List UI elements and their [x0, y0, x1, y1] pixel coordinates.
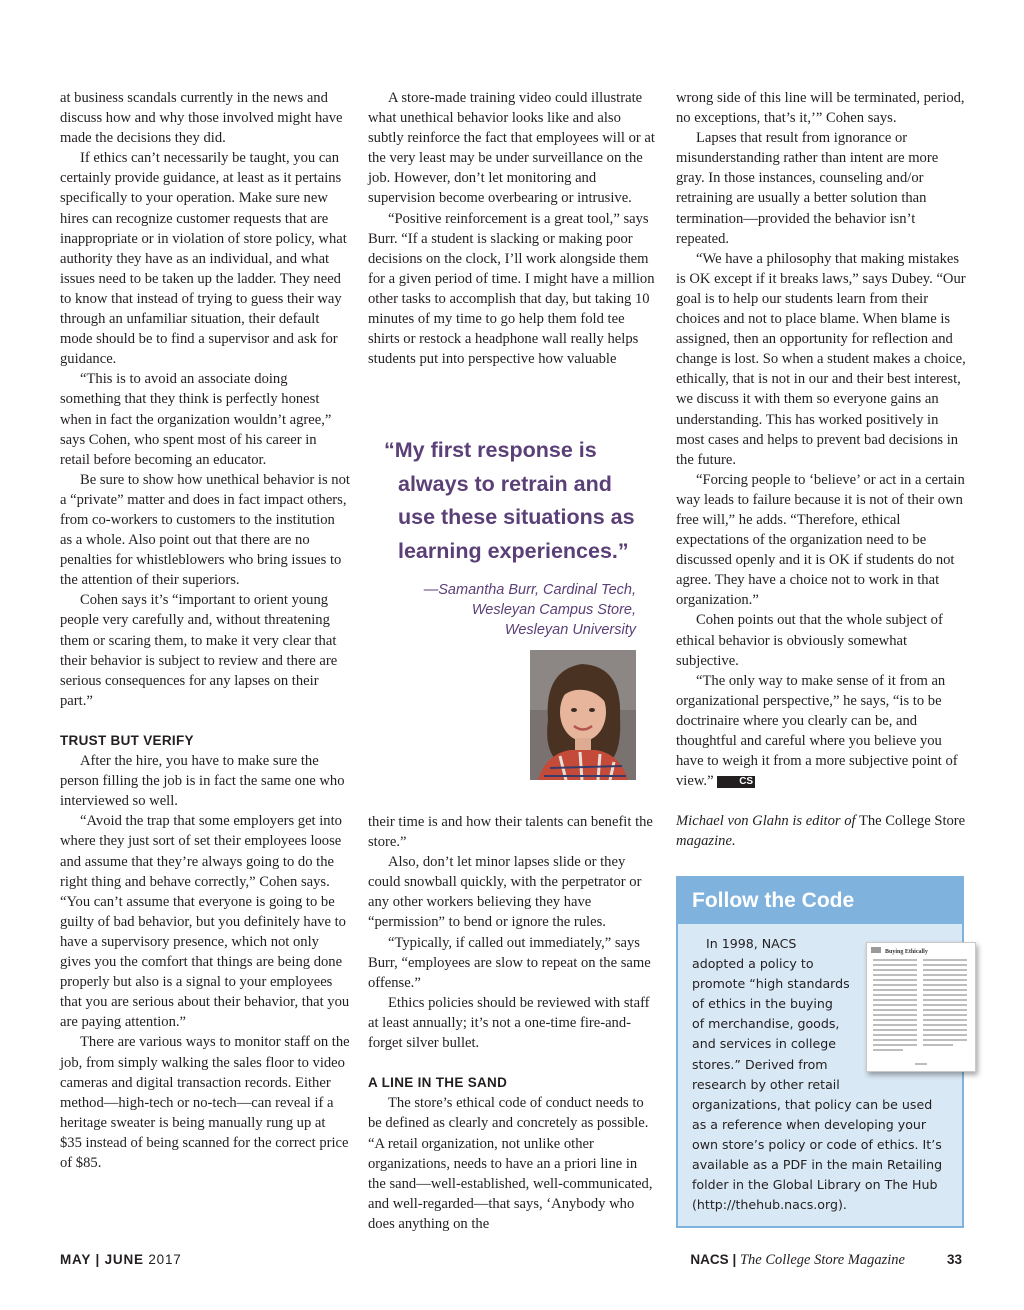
- sidebar-line: adopted a policy to: [692, 956, 814, 972]
- footer-issue-date: [60, 1252, 182, 1267]
- footer-year: 2017: [148, 1252, 182, 1267]
- sidebar-line: own store’s policy or code of ethics. It’s: [692, 1136, 942, 1152]
- paragraph: Be sure to show how unethical behavior is not a “private” matter and does in fact impact others, from co-workers to customers to the institution as a whole. Also point out that there are no penalties for whistleblowers who bring issues to the attention of their superiors.: [60, 471, 350, 589]
- article-column-1: [60, 88, 350, 1173]
- attribution-line: Wesleyan University: [504, 622, 636, 638]
- paragraph: If ethics can’t necessarily be taught, you can certainly provide guidance, at least as it pertains specifically to your operation. Make sure new hires can recognize customer requests that are inappropriate or in violation of store policy, what authority they have as an individual, and what issues need to be taken up the ladder. They need to know that instead of trying to guess their way through an unfamiliar situation, their default mode should be to find a supervisor and ask for guidance.: [60, 150, 347, 368]
- paragraph: After the hire, you have to make sure the person filling the job is in fact the same one who interviewed so well.: [60, 753, 345, 810]
- paragraph: “This is to avoid an associate doing something that they think is perfectly honest when in fact the organization wouldn’t agree,” says Cohen, who spent most of his career in retail before becoming an educator.: [60, 371, 332, 468]
- article-column-3: [676, 88, 966, 852]
- paragraph: “Forcing people to ‘believe’ or act in a certain way leads to failure because it is not of their own free will,” he adds. “Therefore, ethical expectations of the organization need to be discussed openly and it is OK if students do not agree. They have a choice not to work in that organization.”: [676, 471, 965, 609]
- paragraph: There are various ways to monitor staff on the job, from simply walking the sales floor to video cameras and digital transaction records. Either method—high-tech or no-tech—can reveal if a heritage sweater is being manually rung up at $35 instead of being scanned for the correct price of $85.: [60, 1034, 350, 1171]
- sidebar-line: research by other retail: [692, 1076, 840, 1092]
- paragraph: “We have a philosophy that making mistakes is OK except if it breaks laws,” says Dubey. “Our goal is to help our students learn from their choices and not to place blame. When blame is assigned, then an opportunity for reflection and change is lost. So when a student makes a choice, ethically, that is not in our and their best interest, we discuss it with them so everyone gains an understanding. This has worked positively in most cases and helps to prevent bad decisions in the future.: [676, 250, 966, 468]
- pull-quote-line: use these situations as: [398, 505, 635, 529]
- article-column-2-bottom: [368, 812, 658, 1234]
- footer-org: NACS: [690, 1252, 729, 1267]
- paragraph: “Avoid the trap that some employers get into where they just sort of set their employees loose and assume that they’re always going to do the right thing and behave correctly,” Cohen says. “You can’t assume that everyone is going to be guilty of bad behavior, but you definitely have to have a supervisory presence, which not only gives you the comfort that things are being done properly but also is a signal to your employees that you are serious about their behavior, that you are paying attention.”: [60, 813, 350, 1031]
- page-number: 33: [946, 1252, 962, 1267]
- sidebar-title: Follow the Code: [678, 878, 962, 924]
- sidebar-line: of merchandise, goods,: [692, 1016, 840, 1032]
- pull-quote-attribution: [384, 580, 644, 640]
- policy-document-thumbnail: [866, 942, 976, 1072]
- portrait-illustration: [530, 650, 636, 780]
- paragraph: wrong side of this line will be terminated, period, no exceptions, that’s it,’” Cohen says.: [676, 90, 965, 127]
- paragraph: their time is and how their talents can benefit the store.”: [368, 814, 653, 851]
- thumbnail-title: Buying Ethically: [885, 949, 928, 955]
- footer-publication: [690, 1252, 962, 1269]
- bio-publication: The College Store: [858, 813, 966, 830]
- pull-quote-text: [384, 434, 644, 568]
- paragraph: A store-made training video could illustrate what unethical behavior looks like and also subtly reinforce the fact that employees will or at the very least may be under surveillance on the job. However, don’t let monitoring and supervision become overbearing or intrusive.: [368, 90, 655, 207]
- footer-magazine-title: The College Store Magazine: [739, 1252, 905, 1268]
- article-column-2-top: [368, 88, 658, 369]
- paragraph: Also, don’t let minor lapses slide or they could snowball quickly, with the perpetrator or any other workers believing they have “permission” to bend or ignore the rules.: [368, 854, 642, 931]
- section-heading: A LINE IN THE SAND: [368, 1075, 508, 1091]
- bio-text: Michael von Glahn is editor of: [676, 813, 856, 830]
- document-page-icon: [867, 943, 975, 1071]
- paragraph: The store’s ethical code of conduct needs to be defined as clearly and concretely as possible. “A retail organization, not unlike other organizations, needs to have an a priori line in the sand—well-established, well-communicated, and well-regarded—that says, ‘Anybody who does anything on the: [368, 1095, 653, 1232]
- paragraph: Cohen says it’s “important to orient young people very carefully and, without threatening them or scaring them, to make it very clear that their behavior is subject to review and there are serious consequences for any lapses on their part.”: [60, 592, 338, 709]
- sidebar-line: and services in college: [692, 1036, 836, 1052]
- attribution-line: —Samantha Burr, Cardinal Tech,: [423, 582, 636, 598]
- sidebar-line: organizations, that policy can be used: [692, 1096, 933, 1112]
- sidebar-line: as a reference when developing your: [692, 1116, 927, 1132]
- footer-separator: |: [732, 1252, 737, 1267]
- sidebar-line: available as a PDF in the main Retailing: [692, 1157, 943, 1173]
- paragraph: “Positive reinforcement is a great tool,” says Burr. “If a student is slacking or making poor decisions on the clock, I’ll work alongside them for a given period of time. I might have a million other tasks to accomplish that day, but taking 10 minutes of my time to go help them fold tee shirts or restock a headphone wall really helps students put into perspective how valuable: [368, 210, 655, 368]
- sidebar-line: stores.” Derived from: [692, 1056, 828, 1072]
- paragraph: “Typically, if called out immediately,” says Burr, “employees are slow to repeat on the same offense.”: [368, 934, 651, 991]
- sidebar-line: In 1998, NACS: [706, 936, 797, 951]
- footer-month: MAY | JUNE: [60, 1252, 144, 1267]
- pull-quote: [384, 434, 644, 640]
- paragraph: [676, 671, 966, 792]
- paragraph: Lapses that result from ignorance or misunderstanding rather than intent are more gray. In those instances, counseling and/or retraining are usually a better solution than termination—provided the behavior isn’t repeated.: [676, 130, 939, 247]
- pull-quote-line: “My first response is: [384, 438, 597, 462]
- paragraph: Cohen points out that the whole subject of ethical behavior is obviously somewhat subjective.: [676, 612, 943, 669]
- sidebar-line: of ethics in the buying: [692, 996, 833, 1012]
- pull-quote-line: always to retrain and: [398, 471, 612, 496]
- pull-quote-line: learning experiences.”: [398, 538, 629, 563]
- paragraph-text: “The only way to make sense of it from an organizational perspective,” he says, “is to be doctrinaire where you clearly can be, and thoughtful and careful where you believe you have to weigh it from a more subjective point of view.”: [676, 672, 958, 790]
- author-bio: [676, 811, 966, 851]
- portrait-photo: [530, 650, 636, 780]
- bio-text: magazine.: [676, 833, 736, 850]
- end-mark-icon: CS: [717, 776, 755, 788]
- paragraph: Ethics policies should be reviewed with staff at least annually; it’s not a one-time fire-and-forget silver bullet.: [368, 994, 650, 1052]
- sidebar-line: promote “high standards: [692, 976, 850, 992]
- sidebar-line: (http://thehub.nacs.org).: [692, 1197, 847, 1213]
- sidebar-line: folder in the Global Library on The Hub: [692, 1177, 938, 1193]
- paragraph: at business scandals currently in the news and discuss how and why those involved might have made the decisions they did.: [60, 90, 343, 147]
- section-heading: TRUST BUT VERIFY: [60, 733, 194, 748]
- attribution-line: Wesleyan Campus Store,: [471, 602, 636, 618]
